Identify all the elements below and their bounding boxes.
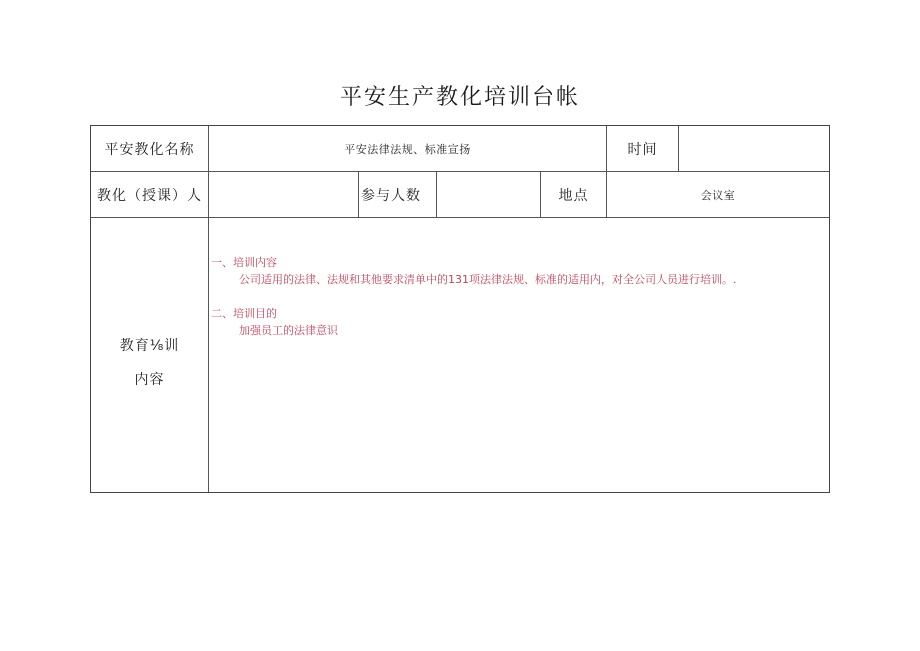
col-divider (208, 217, 209, 492)
instructor-value (209, 172, 358, 217)
spacer (211, 288, 737, 305)
training-content-body (211, 254, 737, 339)
time-label: 时间 (627, 141, 658, 158)
participants-value (437, 172, 540, 217)
time-value (679, 126, 829, 171)
location-label: 地点 (558, 187, 589, 204)
row-divider (91, 217, 829, 218)
col-divider (358, 171, 359, 217)
section1-body: 公司适用的法律、法规和其他要求清单中的131项法律法规、标准的适用内，对全公司人员进行培训。. (239, 273, 737, 286)
content-label-line2: 内容 (134, 372, 165, 388)
location-value: 会议室 (700, 188, 736, 202)
training-name-value: 平安法律法规、标准宣扬 (344, 142, 471, 156)
training-ledger-table (90, 125, 830, 493)
page-title: 平安生产教化培训台帐 (339, 85, 580, 110)
participants-label: 参与人数 (361, 187, 421, 204)
training-name-label: 平安教化名称 (104, 141, 195, 158)
section2-body: 加强员工的法律意识 (239, 324, 338, 337)
section2-heading: 二、培训目的 (211, 307, 277, 320)
section1-heading: 一、培训内容 (211, 256, 277, 269)
instructor-label: 教化（授课）人 (97, 187, 202, 204)
content-label-line1: 教育⅛训 (119, 338, 180, 354)
